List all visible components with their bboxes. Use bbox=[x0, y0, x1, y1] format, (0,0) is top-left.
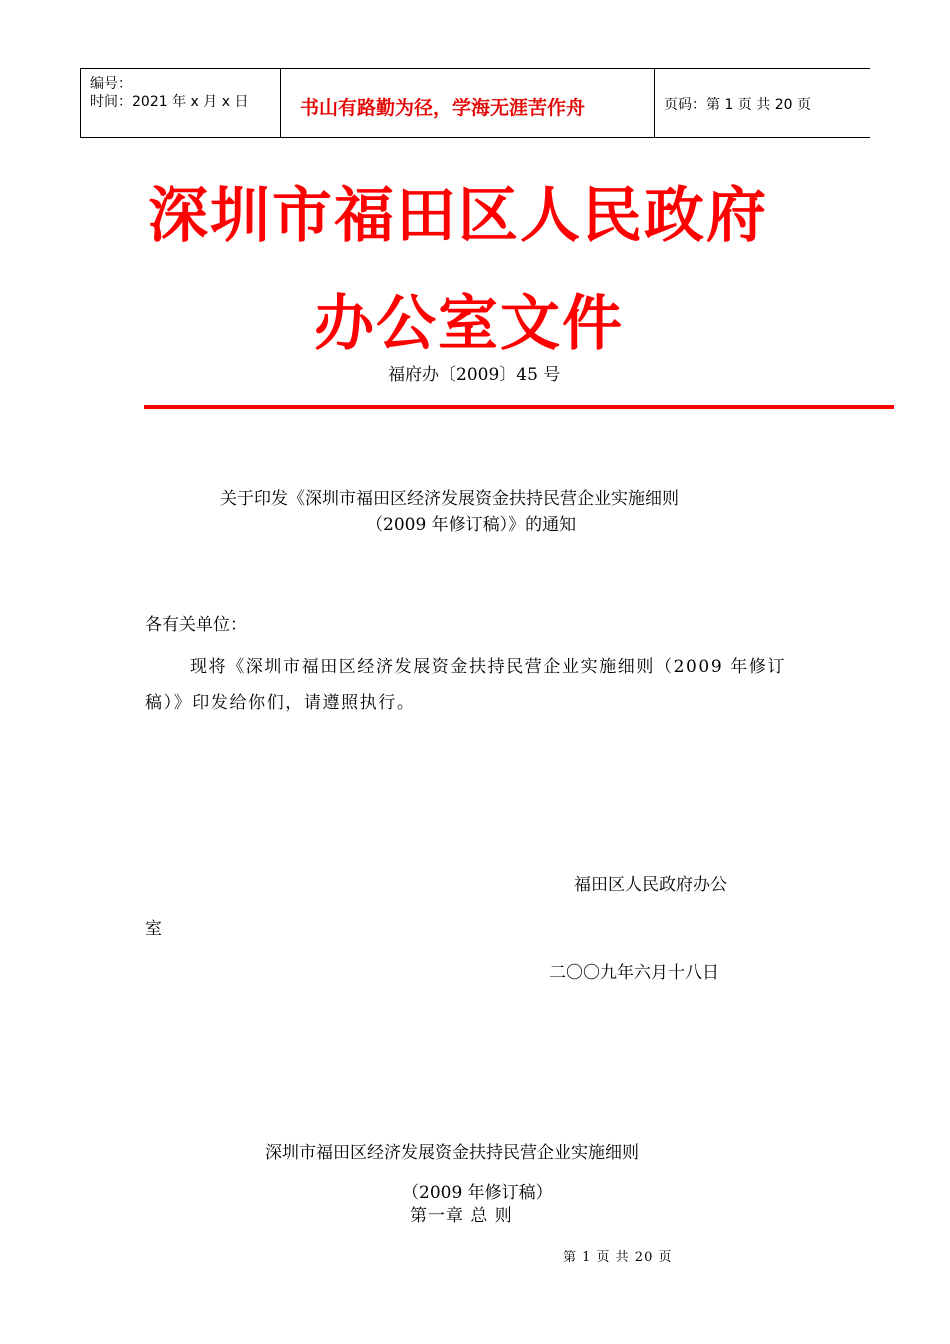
header-number-label: 编号： bbox=[90, 76, 132, 92]
header-motto: 书山有路勤为径，学海无涯苦作舟 bbox=[300, 97, 586, 119]
page-footer: 第 1 页 共 20 页 bbox=[563, 1250, 673, 1265]
signature-date: 二〇〇九年六月十八日 bbox=[549, 963, 719, 983]
chapter-heading: 第一章 总 则 bbox=[410, 1206, 513, 1226]
header-left-border bbox=[80, 69, 81, 137]
rules-title: 深圳市福田区经济发展资金扶持民营企业实施细则 bbox=[265, 1143, 639, 1163]
notice-title-line-2: （2009 年修订稿）》的通知 bbox=[366, 515, 577, 535]
red-divider-line bbox=[144, 405, 894, 409]
signature-line-2: 室 bbox=[145, 919, 162, 939]
header-table bbox=[80, 68, 870, 138]
masthead-line-1: 深圳市福田区人民政府 bbox=[148, 181, 768, 251]
notice-title-line-1: 关于印发《深圳市福田区经济发展资金扶持民营企业实施细则 bbox=[220, 489, 679, 509]
header-page-info: 页码：第 1 页 共 20 页 bbox=[664, 97, 811, 113]
body-paragraph-line-1: 现将《深圳市福田区经济发展资金扶持民营企业实施细则（2009 年修订 bbox=[190, 657, 787, 677]
document-number: 福府办〔2009〕45 号 bbox=[388, 365, 561, 385]
rules-subtitle: （2009 年修订稿） bbox=[402, 1183, 553, 1203]
masthead-line-2: 办公室文件 bbox=[314, 289, 624, 359]
signature-line-1: 福田区人民政府办公 bbox=[574, 875, 727, 895]
header-divider-1 bbox=[280, 69, 281, 137]
body-paragraph-line-2: 稿）》印发给你们，请遵照执行。 bbox=[145, 693, 416, 713]
header-divider-2 bbox=[654, 69, 655, 137]
header-time-label: 时间：2021 年 x 月 x 日 bbox=[90, 94, 249, 110]
salutation: 各有关单位： bbox=[145, 615, 247, 635]
